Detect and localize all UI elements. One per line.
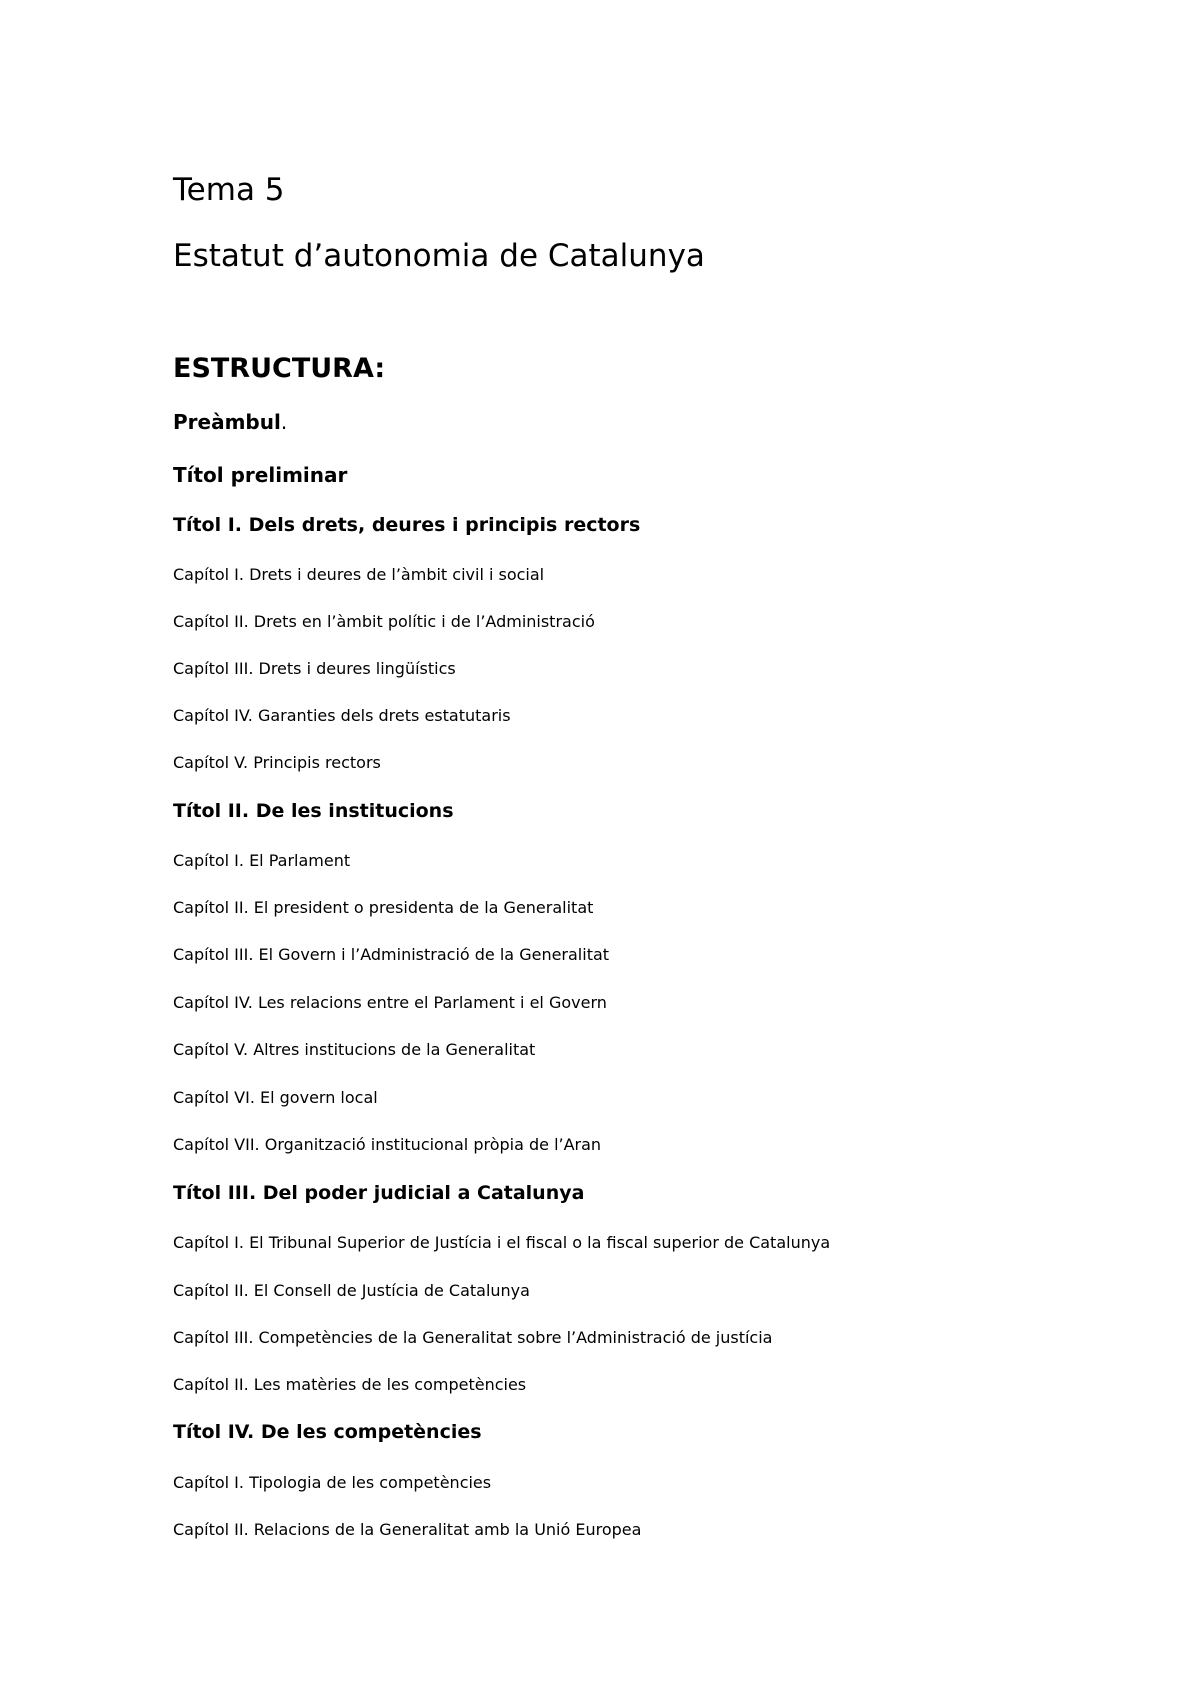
titol-3-chapter: Capítol II. Les matèries de les competències xyxy=(173,1375,527,1394)
titol-3-heading: Títol III. Del poder judicial a Catalunya xyxy=(173,1182,585,1204)
preambul-text: Preàmbul xyxy=(173,410,281,434)
titol-4-heading: Títol IV. De les competències xyxy=(173,1421,482,1443)
titol-1-chapter: Capítol V. Principis rectors xyxy=(173,753,381,772)
titol-1-chapter: Capítol II. Drets en l’àmbit polític i de l’Administració xyxy=(173,612,595,631)
document-title: Estatut d’autonomia de Catalunya xyxy=(173,238,705,274)
titol-2-chapter: Capítol VI. El govern local xyxy=(173,1088,378,1107)
titol-3-chapter: Capítol II. El Consell de Justícia de Catalunya xyxy=(173,1281,530,1300)
titol-2-chapter: Capítol II. El president o presidenta de la Generalitat xyxy=(173,898,594,917)
titol-1-chapter: Capítol I. Drets i deures de l’àmbit civil i social xyxy=(173,565,545,584)
titol-1-chapter: Capítol IV. Garanties dels drets estatutaris xyxy=(173,706,511,725)
titol-2-heading: Títol II. De les institucions xyxy=(173,800,454,822)
titol-1-chapter: Capítol III. Drets i deures lingüístics xyxy=(173,659,456,678)
preambul-dot: . xyxy=(280,410,288,434)
titol-2-chapter: Capítol IV. Les relacions entre el Parlament i el Govern xyxy=(173,993,607,1012)
document-page xyxy=(173,0,1133,1698)
titol-preliminar-heading: Títol preliminar xyxy=(173,463,348,487)
titol-2-chapter: Capítol III. El Govern i l’Administració de la Generalitat xyxy=(173,945,610,964)
titol-3-chapter: Capítol I. El Tribunal Superior de Justícia i el fiscal o la fiscal superior de Catalunya xyxy=(173,1233,831,1252)
titol-2-chapter: Capítol VII. Organització institucional pròpia de l’Aran xyxy=(173,1135,602,1154)
titol-4-chapter: Capítol I. Tipologia de les competències xyxy=(173,1473,492,1492)
titol-3-chapter: Capítol III. Competències de la Generalitat sobre l’Administració de justícia xyxy=(173,1328,773,1347)
tema-number: Tema 5 xyxy=(173,172,285,208)
titol-1-heading: Títol I. Dels drets, deures i principis rectors xyxy=(173,514,641,536)
titol-2-chapter: Capítol V. Altres institucions de la Generalitat xyxy=(173,1040,536,1059)
structure-heading: ESTRUCTURA: xyxy=(173,353,386,384)
preambul-heading xyxy=(173,409,287,435)
titol-4-chapter: Capítol II. Relacions de la Generalitat amb la Unió Europea xyxy=(173,1520,642,1539)
titol-2-chapter: Capítol I. El Parlament xyxy=(173,851,351,870)
